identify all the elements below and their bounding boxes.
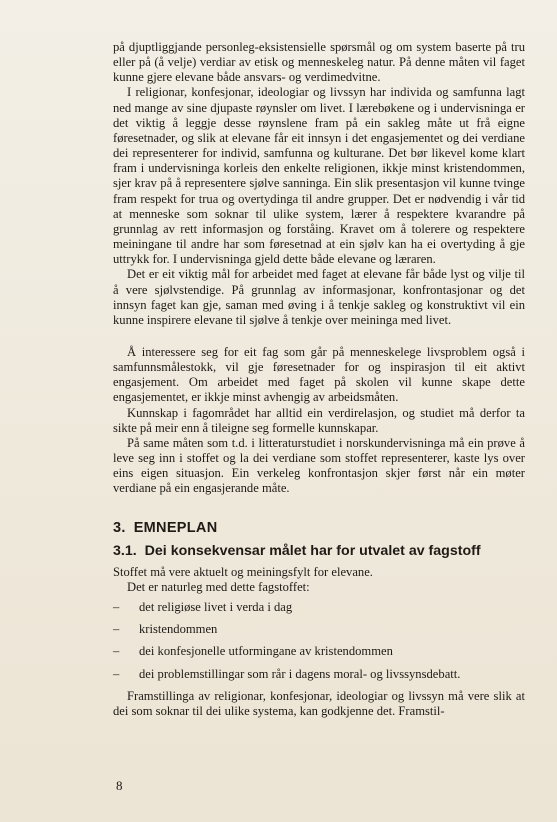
list-item-text: dei problemstillingar som rår i dagens moral- og livssynsdebatt. — [139, 666, 461, 681]
list-item-text: det religiøse livet i verda i dag — [139, 600, 293, 615]
subsection-title: Dei konsekvensar målet har for utvalet av fagstoff — [144, 542, 481, 559]
list-marker: – — [113, 622, 120, 637]
subsection-number: 3.1. — [113, 542, 137, 559]
list-marker: – — [113, 666, 120, 681]
list-marker: – — [113, 644, 120, 659]
topic-list — [113, 600, 525, 682]
section-heading — [113, 521, 525, 536]
list-item — [113, 667, 525, 682]
list-item — [113, 644, 525, 659]
paragraph: på djuptliggjande personleg-eksistensielle spørsmål og om system baserte på tru eller på (å velje) verdiar av etisk og menneskeleg natur. På denne måten vil faget kunne gjere elevane både ansvars- og verdimedvitne. — [113, 40, 525, 85]
page-number: 8 — [116, 778, 123, 793]
paragraph: Framstillinga av religionar, konfesjonar, ideologiar og livssyn må vere slik at dei som soknar til dei ulike systema, kan godkjenne det. Framstil- — [113, 688, 525, 718]
list-item — [113, 622, 525, 637]
paragraph: Kunnskap i fagområdet har alltid ein verdirelasjon, og studiet må derfor ta sikte på meir enn å tileigne seg formelle kunnskapar. — [113, 405, 525, 435]
subsection-heading — [113, 544, 525, 559]
paragraph-gap — [113, 328, 525, 345]
body-text — [113, 40, 525, 719]
list-item-text: dei konfesjonelle utformingane av kristendommen — [139, 644, 393, 659]
paragraph: Å interessere seg for eit fag som går på menneskelege livsproblem også i samfunnsmålestokk, vil gje føresetnader for og inspirasjon til eit aktivt engasjement. Om arbeidet med faget på skolen vil kunne skape dette engasjementet, er ikkje minst avhengig av arbeidsmåten. — [113, 344, 525, 405]
section-title: EMNEPLAN — [133, 519, 218, 536]
paragraph: På same måten som t.d. i litteraturstudiet i norskundervisninga må ein prøve å leve seg inn i stoffet og la dei verdiane som stoffet representerer, kaste lys over eins eigen situasjon. Ein verkeleg konfrontasjon skjer først når ein møter verdiane på ein engasjerande måte. — [113, 435, 525, 496]
list-item-text: kristendommen — [139, 622, 218, 637]
section-number: 3. — [113, 519, 126, 536]
list-marker: – — [113, 600, 120, 615]
section-gap — [113, 497, 525, 521]
paragraph: I religionar, konfesjonar, ideologiar og livssyn har individa og samfunna lagt ned mange av sine djupaste røynsler om livet. I lærebøkene og i undervisninga er det viktig å leggje desse røynslene fram på ein sakleg måte ut frå eigne føresetnader, og slik at elevane får eit innsyn i det engasjementet og dei verdiane dei representerer for individ, samfunna og kulturane. Det bør likevel kome klart fram i undervisninga korleis den enkelte religionen, ikkje minst kristendommen, sjer krav på å representere sjølve sanninga. Ein slik presentasjon vil kunne tvinge fram respekt for trua og overtydinga til andre grupper. Det er nødvendig i vår tid at menneske som soknar til ulike system, lærer å respektere kvarandre på grunnlag av rett informasjon og forståing. Kravet om å tolerere og respektere meiningane til andre har som føresetnad at ein sjølv kan ha ei overtyding å gje uttrykk for. I undervisninga gjeld dette både elevane og læraren. — [113, 85, 525, 267]
paragraph: Stoffet må vere aktuelt og meiningsfylt for elevane. — [113, 564, 373, 579]
paragraph: Det er naturleg med dette fagstoffet: — [127, 580, 310, 594]
list-item — [113, 600, 525, 615]
paragraph: Det er eit viktig mål for arbeidet med faget at elevane får både lyst og vilje til å vere sjølvstendige. På grunnlag av informasjonar, konfrontasjonar og det innsyn faget kan gje, saman med øving i å tenkje sakleg og konstruktivt vil ein kunne inspirere elevane til sjølve å tenkje over meininga med livet. — [113, 267, 525, 327]
